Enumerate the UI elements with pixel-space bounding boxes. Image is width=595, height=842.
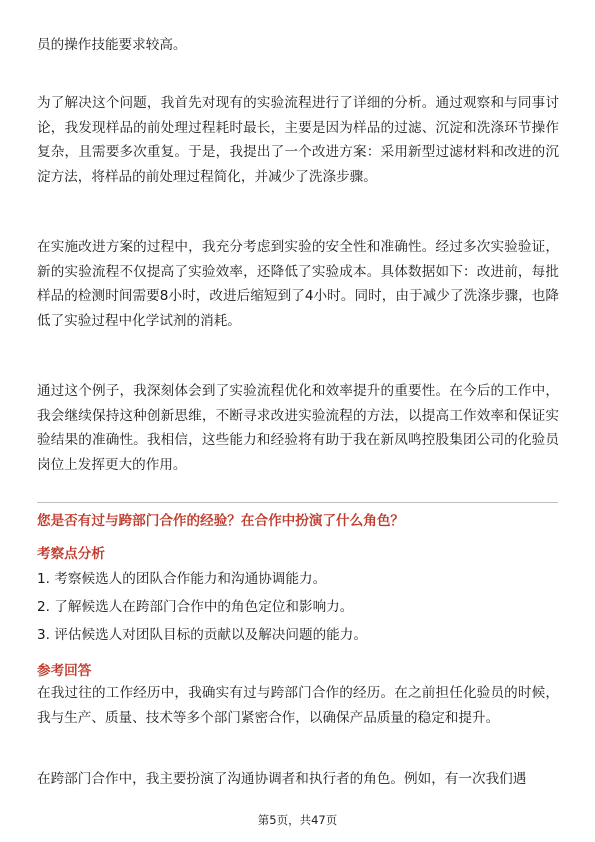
analysis-item: 1. 考察候选人的团队合作能力和沟通协调能力。 — [37, 571, 327, 587]
body-paragraph: 员的操作技能要求较高。 — [37, 37, 187, 53]
page-number: 第5页，共47页 — [257, 813, 338, 827]
analysis-heading: 考察点分析 — [37, 546, 105, 562]
reference-paragraph: 在我过往的工作经历中，我确实有过与跨部门合作的经历。在之前担任化验员的时候，我与生产、质量、技术等多个部门紧密合作，以确保产品质量的稳定和提升。 — [37, 685, 559, 726]
analysis-item: 3. 评估候选人对团队目标的贡献以及解决问题的能力。 — [37, 627, 367, 643]
reference-paragraph: 在跨部门合作中，我主要扮演了沟通协调者和执行者的角色。例如，有一次我们遇 — [37, 771, 527, 787]
body-paragraph: 通过这个例子，我深刻体会到了实验流程优化和效率提升的重要性。在今后的工作中，我会继续保持这种创新思维，不断寻求改进实验流程的方法，以提高工作效率和保证实验结果的准确性。我相信，这些能力和经验将有助于我在新凤鸣控股集团公司的化验员岗位上发挥更大的作用。 — [37, 383, 559, 473]
body-paragraph: 为了解决这个问题，我首先对现有的实验流程进行了详细的分析。通过观察和与同事讨论，我发现样品的前处理过程耗时最长，主要是因为样品的过滤、沉淀和洗涤环节操作复杂，且需要多次重复。于是，我提出了一个改进方案：采用新型过滤材料和改进的沉淀方法，将样品的前处理过程简化，并减少了洗涤步骤。 — [37, 95, 559, 185]
analysis-item: 2. 了解候选人在跨部门合作中的角色定位和影响力。 — [37, 599, 354, 615]
reference-heading: 参考回答 — [37, 663, 92, 679]
interview-question: 您是否有过与跨部门合作的经验？在合作中扮演了什么角色？ — [37, 513, 405, 529]
body-paragraph: 在实施改进方案的过程中，我充分考虑到实验的安全性和准确性。经过多次实验验证，新的实验流程不仅提高了实验效率，还降低了实验成本。具体数据如下：改进前，每批样品的检测时间需要8小时，改进后缩短到了4小时。同时，由于减少了洗涤步骤，也降低了实验过程中化学试剂的消耗。 — [37, 239, 559, 329]
section-divider — [37, 502, 558, 503]
